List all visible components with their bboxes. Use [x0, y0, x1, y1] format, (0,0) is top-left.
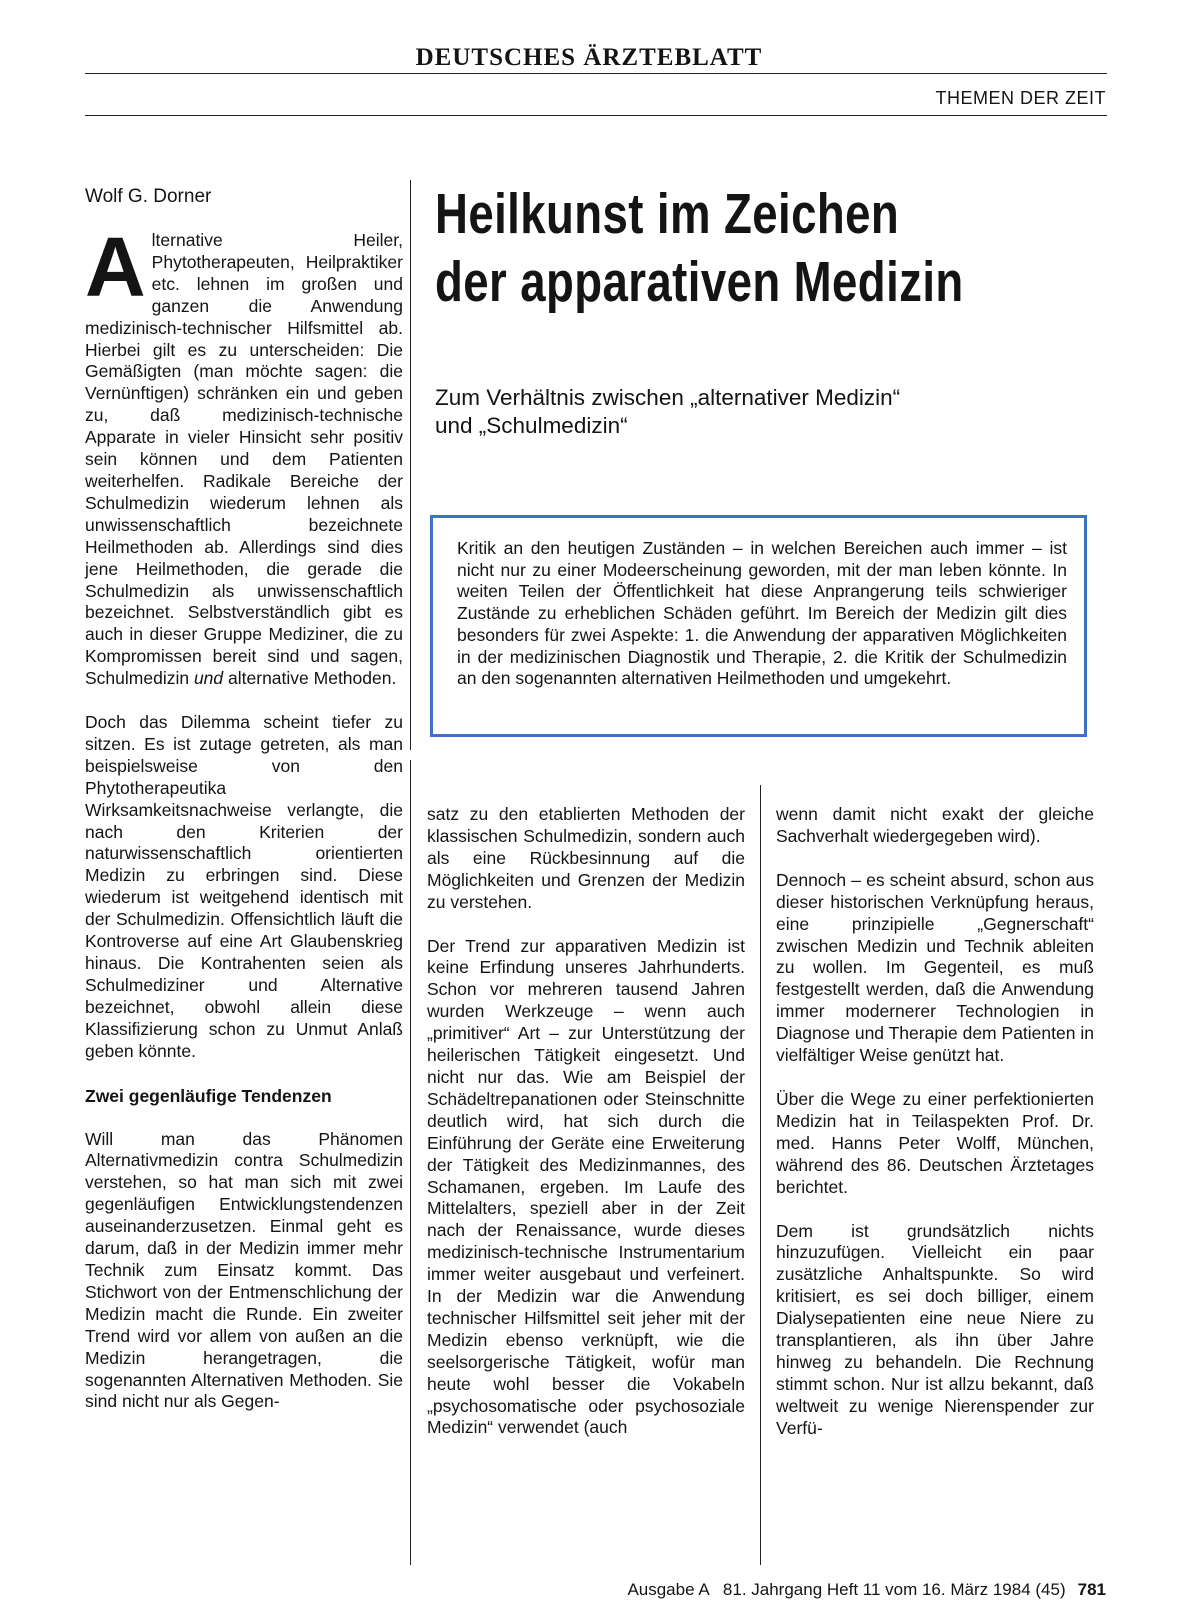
author-name: Wolf G. Dorner [85, 186, 212, 207]
subtitle-line-1: Zum Verhältnis zwischen „alternativer Medizin“ [435, 385, 901, 410]
paragraph-8: Über die Wege zu einer perfektionierten Medizin hat in Teilaspekten Prof. Dr. med. Hanns Peter Wolff, München, während des 86. Deutschen Ärztetages berichtet. [776, 1088, 1094, 1197]
column-3 [776, 804, 1094, 1462]
drop-cap: A [85, 220, 146, 314]
paragraph-3: Will man das Phänomen Alternativmedizin contra Schulmedizin verstehen, so hat man sich mit zwei gegenläufigen Entwicklungstendenzen auseinanderzusetzen. Einmal geht es darum, daß in der Medizin immer mehr Technik zum Einsatz kommt. Das Stichwort von der Entmenschlichung der Medizin macht die Runde. Ein zweiter Trend wird vor allem von außen an die Medizin herangetragen, die sogenannten Alternativen Methoden. Sie sind nicht nur als Gegen- [85, 1128, 403, 1412]
title-line-2: der apparativen Medizin [435, 250, 964, 314]
paragraph-1 [85, 220, 403, 690]
emphasis-und: und [193, 668, 224, 689]
issue-info: Ausgabe A 81. Jahrgang Heft 11 vom 16. März 1984 (45) [627, 1580, 1066, 1599]
title-line-1: Heilkunst im Zeichen [435, 182, 900, 246]
paragraph-2: Doch das Dilemma scheint tiefer zu sitzen. Es ist zutage getreten, als man beispielsweise von den Phytotherapeutika Wirksamkeitsnachweise verlangte, die nach den Kriterien der naturwissenschaftlich orientierten Medizin zu erbringen sind. Diese wiederum ist weitgehend identisch mit der Schulmedizin. Offensichtlich läuft die Kontroverse auf eine Art Glaubenskrieg hinaus. Die Kontrahenten seien als Schulmediziner und Alternative bezeichnet, obwohl allein diese Klassifizierung schon zu Unmut Anlaß geben könnte. [85, 712, 403, 1061]
masthead-rule [85, 73, 1107, 74]
section-label: THEMEN DER ZEIT [935, 88, 1106, 108]
column-divider-upper [410, 180, 411, 750]
article-subtitle [435, 384, 1075, 440]
article-title [435, 180, 995, 316]
paragraph-9: Dem ist grundsätzlich nichts hinzuzufügen. Vielleicht ein paar zusätzliche Anhaltspunkte. So wird kritisiert, es sei doch billiger, einem Dialysepatienten eine neue Niere zu transplantieren, als ihn über Jahre hinweg zu behandeln. Die Rechnung stimmt schon. Nur ist allzu bekannt, daß weltweit zu wenige Nierenspender zur Verfü- [776, 1220, 1094, 1438]
column-2 [427, 804, 745, 1461]
column-1 [85, 220, 403, 1435]
journal-masthead: DEUTSCHES ÄRZTEBLATT [415, 44, 763, 71]
subtitle-line-2: und „Schulmedizin“ [435, 413, 628, 438]
paragraph-1-end: alternative Methoden. [228, 668, 397, 689]
paragraph-6: wenn damit nicht exakt der gleiche Sachverhalt wiedergegeben wird). [776, 804, 1094, 846]
column-divider-right [760, 785, 761, 1565]
paragraph-7: Dennoch – es scheint absurd, schon aus dieser historischen Verknüpfung heraus, eine prinzipielle „Gegnerschaft“ zwischen Medizin und Technik ableiten zu wollen. Im Gegenteil, es muß festgestellt werden, daß die Anwendung immer modernerer Technologien in Diagnose und Therapie dem Patienten in vielfältiger Weise genützt hat. [776, 869, 1094, 1066]
column-divider-left [410, 760, 411, 1565]
section-heading: Zwei gegenläufige Tendenzen [85, 1085, 332, 1106]
paragraph-1-text: lternative Heiler, Phytotherapeuten, Heilpraktiker etc. lehnen im großen und ganzen die Anwendung medizinisch-technischer Hilfsmittel ab. Hierbei gilt es zu unterscheiden: Die Gemäßigten (man möchte sagen: die Vernünftigen) schränken ein und geben zu, daß medizinisch-technische Apparate in vieler Hinsicht sehr positiv sein können und dem Patienten weiterhelfen. Radikale Bereiche der Schulmedizin wiederum lehnen als unwissenschaftlich bezeichnete Heilmethoden ab. Allerdings sind dies jene Heilmethoden, die gerade die Schulmedizin als unwissenschaftlich bezeichnet. Selbstverständlich gibt es auch in dieser Gruppe Mediziner, die zu Kompromissen bereit sind und sagen, Schulmedizin [85, 230, 403, 689]
page-number: 781 [1077, 1580, 1106, 1599]
section-rule [85, 115, 1107, 116]
page-footer [627, 1580, 1106, 1600]
paragraph-4: satz zu den etablierten Methoden der klassischen Schulmedizin, sondern auch als eine Rückbesinnung auf die Möglichkeiten und Grenzen der Medizin zu verstehen. [427, 804, 745, 912]
abstract-text: Kritik an den heutigen Zuständen – in welchen Bereichen auch immer – ist nicht nur zu einer Modeerscheinung geworden, mit der man leben könnte. In weiten Teilen der Öffentlichkeit hat diese Anprangerung teils schwieriger Zustände zu erheblichen Schäden geführt. Im Bereich der Medizin gilt dies besonders für zwei Aspekte: 1. die Anwendung der apparativen Möglichkeiten in der medizinischen Diagnostik und Therapie, 2. die Kritik der Schulmedizin an den sogenannten alternativen Heilmethoden und umgekehrt. [457, 538, 1067, 689]
paragraph-5: Der Trend zur apparativen Medizin ist keine Erfindung unseres Jahrhunderts. Schon vor mehreren tausend Jahren wurden Werkzeuge – wenn auch „primitiver“ Art – zur Unterstützung der heilerischen Tätigkeit eingesetzt. Und nicht nur das. Wie am Beispiel der Schädeltrepanationen oder Steinschnitte deutlich wird, hat sich durch die Einführung der Geräte eine Erweiterung der Tätigkeit des Medizinmannes, des Schamanen, ergeben. Im Laufe des Mittelalters, speziell aber in der Zeit nach der Renaissance, wurde dieses medizinisch-technische Instrumentarium immer weiter ausgebaut und verfeinert. In der Medizin war die Anwendung technischer Hilfsmittel seit jeher mit der Medizin ebenso verknüpft, wie die seelsorgerische Tätigkeit, wofür man heute wohl besser die Vokabeln „psychosomatische oder psychosoziale Medizin“ verwendet (auch [427, 935, 745, 1438]
